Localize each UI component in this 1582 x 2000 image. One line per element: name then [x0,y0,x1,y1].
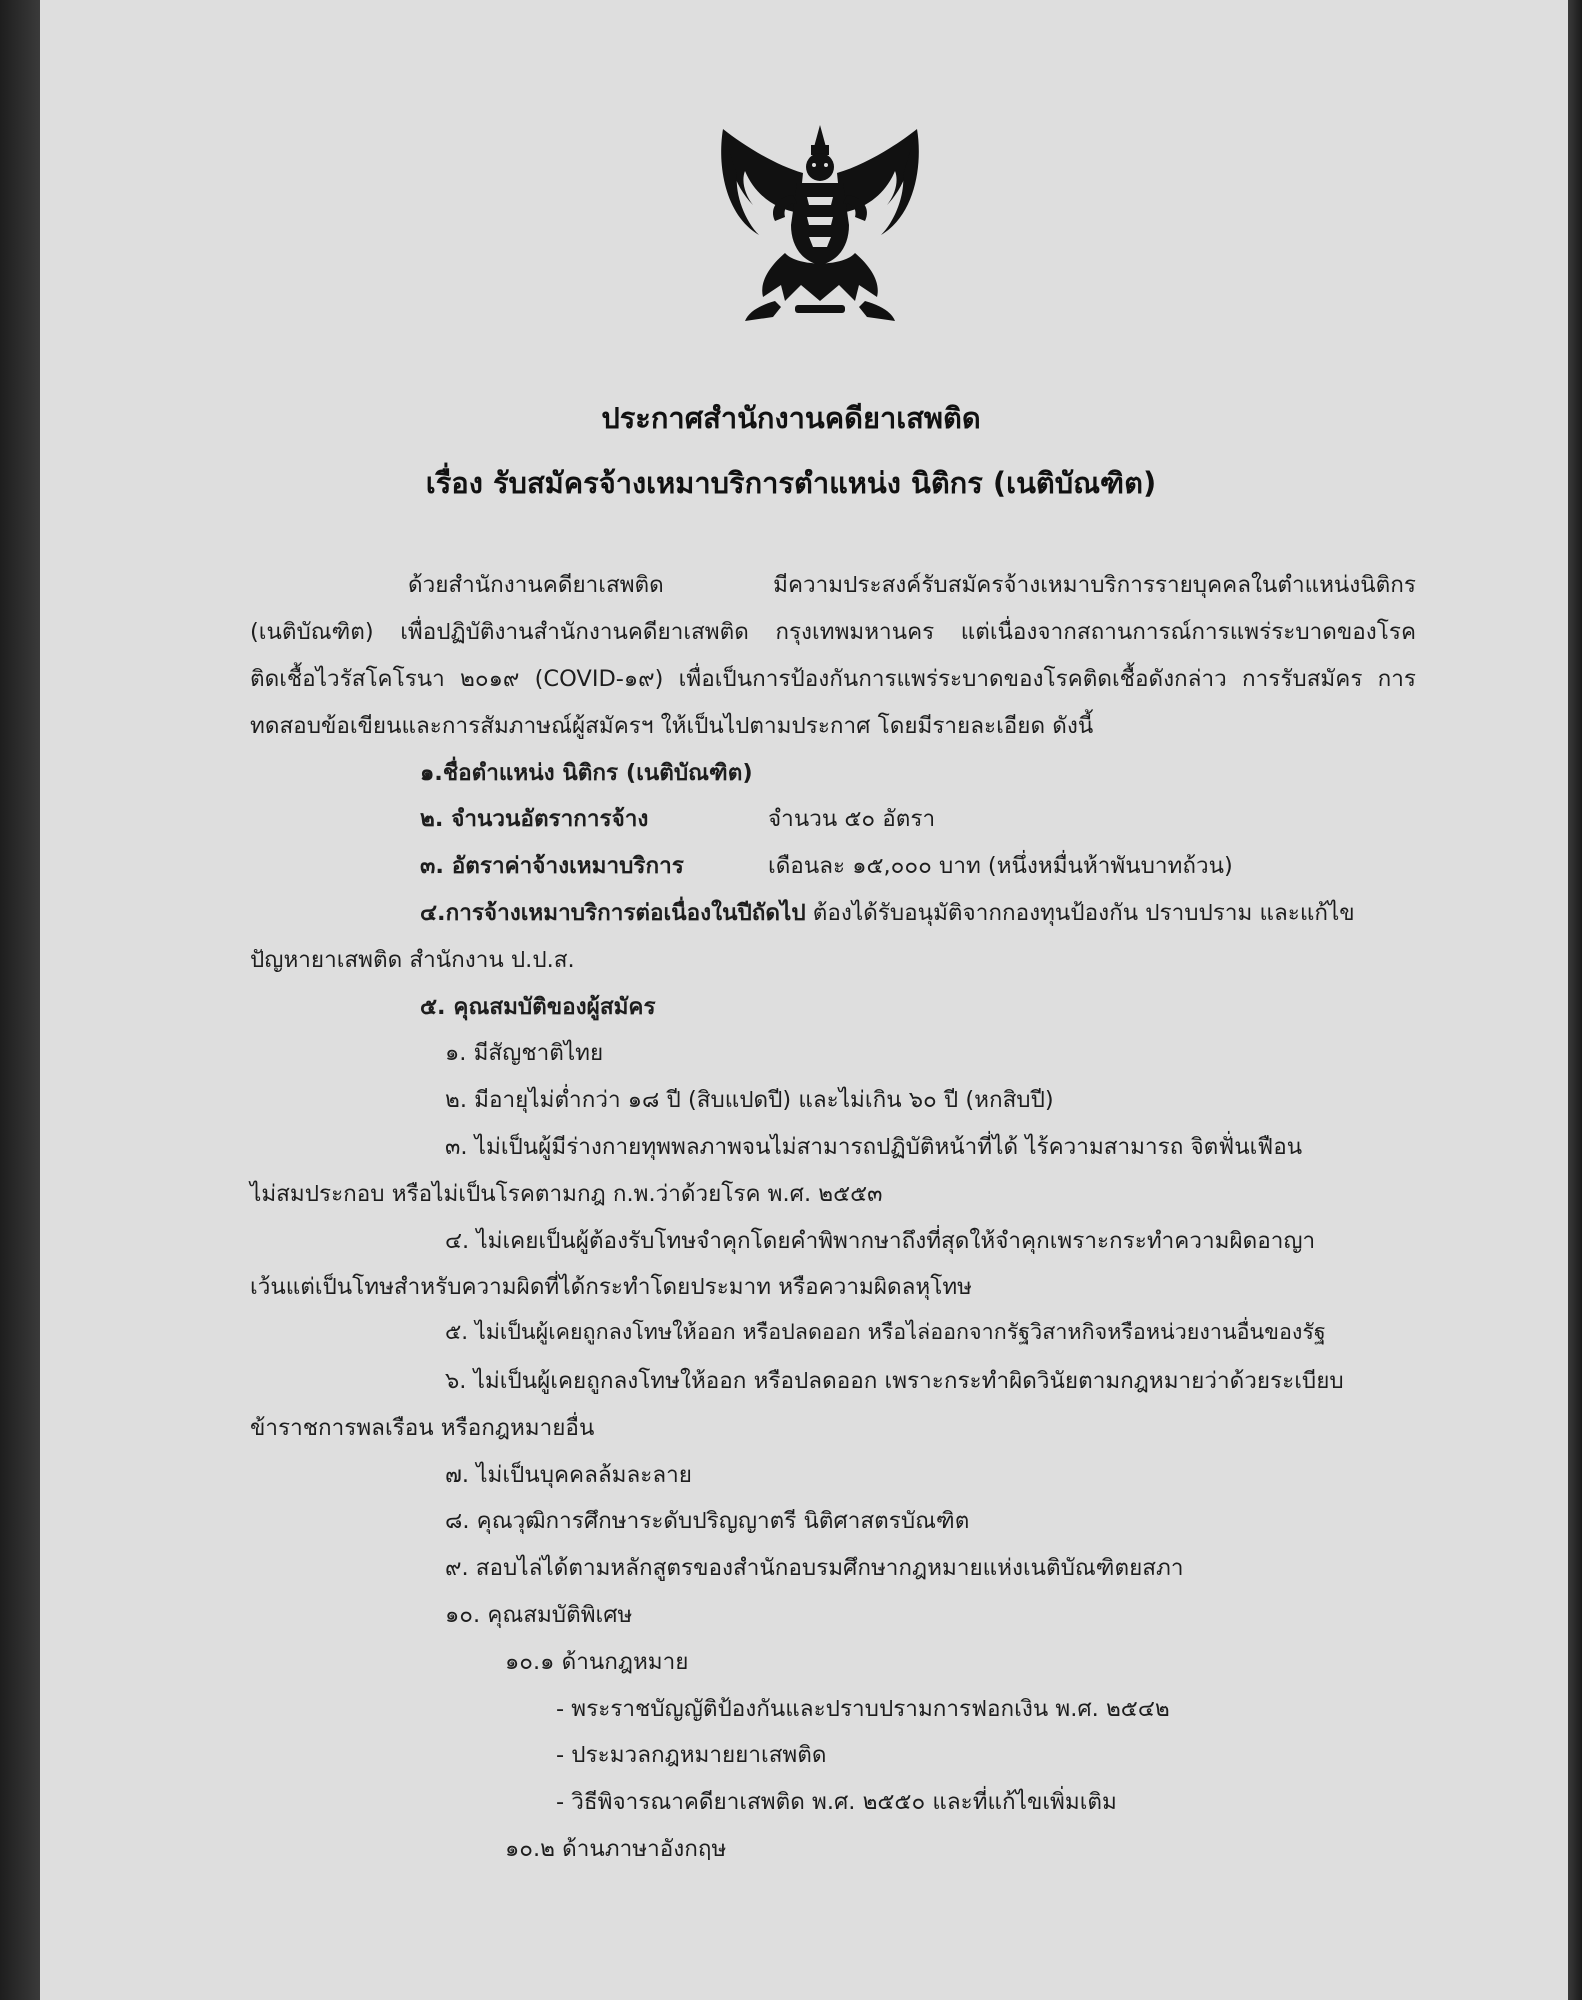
qualification-10-1: ๑๐.๑ ด้านกฎหมาย [505,1649,689,1675]
item-4-line-2: ปัญหายาเสพติด สำนักงาน ป.ป.ส. [250,947,575,973]
intro-line-2: (เนติบัณฑิต) เพื่อปฏิบัติงานสำนักงานคดียาเสพติด กรุงเทพมหานคร แต่เนื่องจากสถานการณ์การแพร่ระบาดของโรค [250,619,1416,645]
qualification-9: ๙. สอบไล่ได้ตามหลักสูตรของสำนักอบรมศึกษากฎหมายแห่งเนติบัณฑิตยสภา [445,1555,1184,1581]
qualification-4-line-2: เว้นแต่เป็นโทษสำหรับความผิดที่ได้กระทำโดยประมาท หรือความผิดลหุโทษ [250,1274,972,1300]
item-2-value: จำนวน ๕๐ อัตรา [768,806,936,832]
qualification-7: ๗. ไม่เป็นบุคคลล้มละลาย [445,1462,692,1488]
item-4 [420,894,1355,930]
item-4-heading: ๔.การจ้างเหมาบริการต่อเนื่องในปีถัดไป [420,900,806,926]
item-3-value: เดือนละ ๑๕,๐๐๐ บาท (หนึ่งหมื่นห้าพันบาทถ้วน) [768,853,1233,879]
law-item-3: - วิธีพิจารณาคดียาเสพติด พ.ศ. ๒๕๕๐ และที่แก้ไขเพิ่มเติม [556,1789,1117,1815]
qualification-5: ๕. ไม่เป็นผู้เคยถูกลงโทษให้ออก หรือปลดออก หรือไล่ออกจากรัฐวิสาหกิจหรือหน่วยงานอื่นของรัฐ [445,1320,1326,1345]
law-item-1: - พระราชบัญญัติป้องกันและปราบปรามการฟอกเงิน พ.ศ. ๒๕๔๒ [556,1696,1170,1722]
qualification-4-line-1: ๔. ไม่เคยเป็นผู้ต้องรับโทษจำคุกโดยคำพิพากษาถึงที่สุดให้จำคุกเพราะกระทำความผิดอาญา [445,1228,1316,1254]
document-title: ประกาศสำนักงานคดียาเสพติด [601,401,981,435]
qualification-10: ๑๐. คุณสมบัติพิเศษ [445,1602,633,1628]
law-item-2: - ประมวลกฎหมายยาเสพติด [556,1742,827,1768]
qualification-2: ๒. มีอายุไม่ต่ำกว่า ๑๘ ปี (สิบแปดปี) และไม่เกิน ๖๐ ปี (หกสิบปี) [445,1087,1054,1113]
garuda-emblem-icon [715,125,925,325]
intro-line-1: ด้วยสำนักงานคดียาเสพติด มีความประสงค์รับสมัครจ้างเหมาบริการรายบุคคลในตำแหน่งนิติกร [408,572,1416,598]
qualification-6-line-2: ข้าราชการพลเรือน หรือกฎหมายอื่น [250,1415,595,1441]
item-4-text: ต้องได้รับอนุมัติจากกองทุนป้องกัน ปราบปราม และแก้ไข [812,900,1355,926]
intro-line-3: ติดเชื้อไวรัสโคโรนา ๒๐๑๙ (COVID-๑๙) เพื่อเป็นการป้องกันการแพร่ระบาดของโรคติดเชื้อดังกล่าว การรับสมัคร การ [250,666,1416,692]
item-1: ๑.ชื่อตำแหน่ง นิติกร (เนติบัณฑิต) [420,760,753,786]
qualification-10-2: ๑๐.๒ ด้านภาษาอังกฤษ [505,1836,727,1862]
document-subject: เรื่อง รับสมัครจ้างเหมาบริการตำแหน่ง นิติกร (เนติบัณฑิต) [425,466,1157,500]
intro-line-4: ทดสอบข้อเขียนและการสัมภาษณ์ผู้สมัครฯ ให้เป็นไปตามประกาศ โดยมีรายละเอียด ดังนี้ [250,713,1094,739]
qualification-6-line-1: ๖. ไม่เป็นผู้เคยถูกลงโทษให้ออก หรือปลดออก เพราะกระทำผิดวินัยตามกฎหมายว่าด้วยระเบียบ [445,1368,1344,1394]
item-5: ๕. คุณสมบัติของผู้สมัคร [420,994,656,1020]
item-2-label: ๒. จำนวนอัตราการจ้าง [420,806,649,832]
qualification-8: ๘. คุณวุฒิการศึกษาระดับปริญญาตรี นิติศาสตรบัณฑิต [445,1508,970,1534]
qualification-1: ๑. มีสัญชาติไทย [445,1040,604,1066]
right-edge [1568,0,1582,2000]
item-3-label: ๓. อัตราค่าจ้างเหมาบริการ [420,853,684,879]
qualification-3-line-1: ๓. ไม่เป็นผู้มีร่างกายทุพพลภาพจนไม่สามารถปฏิบัติหน้าที่ได้ ไร้ความสามารถ จิตฟั่นเฟือน [445,1134,1303,1160]
left-edge [0,0,40,2000]
qualification-3-line-2: ไม่สมประกอบ หรือไม่เป็นโรคตามกฎ ก.พ.ว่าด้วยโรค พ.ศ. ๒๕๕๓ [250,1181,883,1207]
